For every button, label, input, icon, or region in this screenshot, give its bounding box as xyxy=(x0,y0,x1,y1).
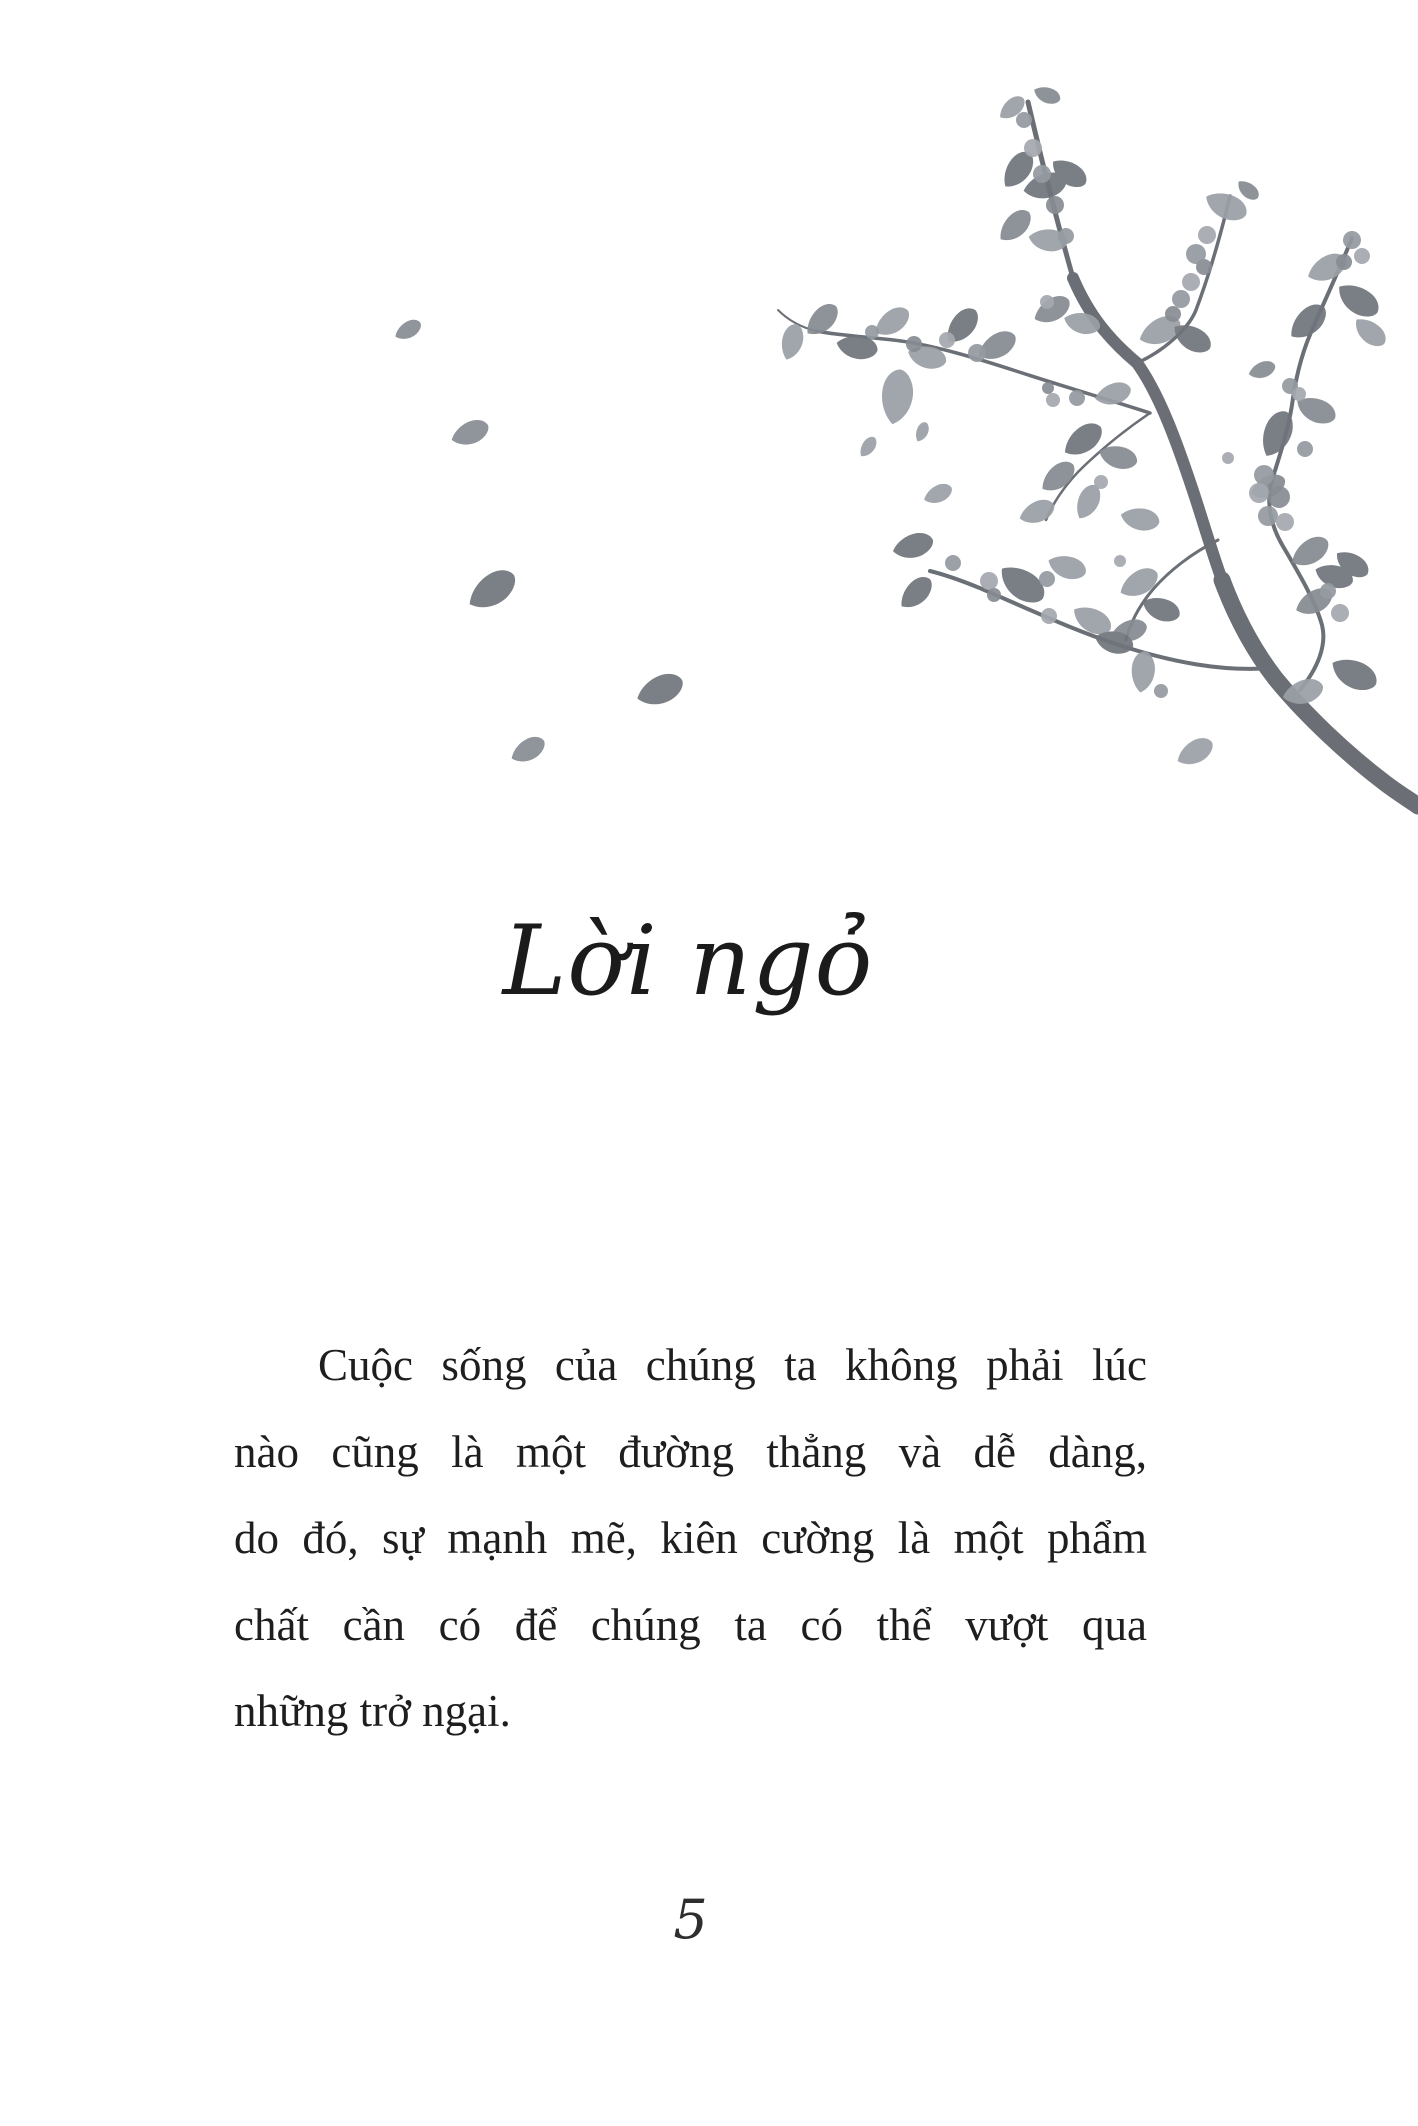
berry-icon xyxy=(1292,387,1306,401)
berry-icon xyxy=(939,332,955,348)
berry-icon xyxy=(1336,254,1352,270)
branch-berries xyxy=(865,112,1370,698)
leaf-icon xyxy=(890,530,935,561)
leaf-icon xyxy=(1253,406,1300,461)
berry-icon xyxy=(980,572,998,590)
falling-leaf-icon xyxy=(921,481,955,507)
leaf-icon xyxy=(1031,82,1063,108)
body-line: do đó, sự mạnh mẽ, kiên cường là một phẩm xyxy=(234,1513,1147,1563)
leaf-icon xyxy=(1093,380,1133,408)
berry-icon xyxy=(1114,555,1126,567)
berry-icon xyxy=(1276,513,1294,531)
berry-icon xyxy=(1046,196,1064,214)
berry-icon xyxy=(968,344,986,362)
berry-icon xyxy=(1094,475,1108,489)
berry-icon xyxy=(1258,506,1278,526)
berry-icon xyxy=(1165,306,1181,322)
berry-icon xyxy=(1331,604,1349,622)
leaf-icon xyxy=(1326,650,1381,698)
leaf-icon xyxy=(876,367,918,427)
leaf-icon xyxy=(1332,275,1384,324)
berry-icon xyxy=(1268,486,1290,508)
body-line: nào cũng là một đường thẳng và dễ dàng, xyxy=(234,1426,1147,1477)
leaf-icon xyxy=(912,420,932,444)
berry-icon xyxy=(1354,248,1370,264)
body-line: Cuộc sống của chúng ta không phải lúc xyxy=(318,1340,1147,1390)
berry-icon xyxy=(906,336,922,352)
berry-icon xyxy=(1343,231,1361,249)
berry-icon xyxy=(1182,273,1200,291)
leaf-icon xyxy=(1139,591,1184,628)
berry-icon xyxy=(1024,139,1042,157)
berry-icon xyxy=(1198,226,1216,244)
leaf-icon xyxy=(1118,503,1161,534)
leaf-icon xyxy=(1350,312,1391,353)
berry-icon xyxy=(1069,390,1085,406)
body-line: chất cần có để chúng ta có thể vượt qua xyxy=(234,1599,1147,1650)
falling-leaf-icon xyxy=(633,669,687,710)
body-paragraph xyxy=(234,1322,1147,1755)
berry-icon xyxy=(1249,483,1269,503)
body-line: những trở ngại. xyxy=(234,1686,511,1736)
leaf-icon xyxy=(894,572,938,614)
page-number: 5 xyxy=(673,1888,708,1951)
leaf-icon xyxy=(1115,564,1162,603)
berry-icon xyxy=(1041,608,1057,624)
berry-icon xyxy=(1222,452,1234,464)
berry-icon xyxy=(1040,295,1054,309)
falling-leaf-icon xyxy=(448,416,492,449)
leaf-icon xyxy=(993,205,1037,247)
berry-icon xyxy=(987,588,1001,602)
falling-leaf-icon xyxy=(507,733,549,767)
berry-icon xyxy=(1042,382,1054,394)
falling-leaf-icon xyxy=(1247,359,1278,381)
falling-leaf-icon xyxy=(1173,734,1218,771)
berry-icon xyxy=(1016,112,1032,128)
berry-icon xyxy=(1196,259,1212,275)
falling-leaf-icon xyxy=(462,564,523,616)
leaf-icon xyxy=(1058,418,1108,462)
falling-leaf-icon xyxy=(856,434,881,460)
chapter-title: Lời ngỏ xyxy=(502,905,874,1017)
berry-icon xyxy=(945,555,961,571)
berry-icon xyxy=(1172,290,1190,308)
berry-icon xyxy=(865,325,879,339)
berry-icon xyxy=(1154,684,1168,698)
berry-icon xyxy=(1058,228,1074,244)
berry-icon xyxy=(1254,465,1274,485)
berry-icon xyxy=(1033,165,1051,183)
berry-icon xyxy=(1320,583,1336,599)
falling-leaf-icon xyxy=(392,317,425,344)
leaf-icon xyxy=(1016,496,1057,527)
berry-icon xyxy=(1039,571,1055,587)
berry-icon xyxy=(1046,393,1060,407)
leaf-icon xyxy=(1096,440,1140,474)
berry-icon xyxy=(1297,441,1313,457)
branch-illustration xyxy=(0,0,1418,870)
